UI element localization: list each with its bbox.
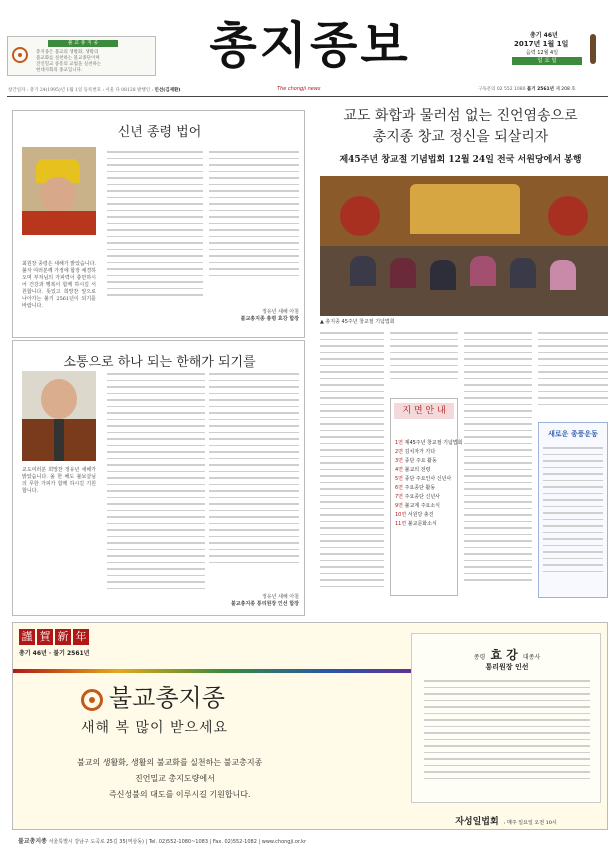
- main-body-column-3: [464, 332, 532, 602]
- page-guide-title: 지 면 안 내: [394, 403, 454, 419]
- page-guide-item[interactable]: [395, 448, 457, 457]
- director-photo-caption: 교도여러분 희망찬 정유년 새해가 밝았습니다. 올 한 해도 불보살님의 무한 가피가 함께 하시길 기원합니다.: [22, 467, 96, 494]
- masthead-left-line-1: 총지종은 불교의 생활화, 생활의: [36, 50, 99, 55]
- page-guide-label: 서원당 총진: [407, 512, 434, 518]
- ad-footer-note-title: 자성일법회: [455, 817, 499, 827]
- page-guide-page: 9면: [395, 503, 405, 509]
- bottom-footer: [18, 836, 306, 845]
- new-movement-text: [543, 447, 603, 577]
- ad-director: 통리원장 인선: [485, 662, 529, 671]
- new-movement-box: [538, 422, 608, 598]
- ad-body-line-3: 즉신성불의 대도를 이루시길 기원합니다.: [109, 790, 251, 799]
- sermon-body-column-2: [209, 151, 299, 301]
- ad-staff-list: [424, 680, 590, 784]
- ad-leader-name: 효 강: [490, 648, 518, 662]
- page-guide-label: 종단 주요인사 신년사: [404, 476, 452, 482]
- issue-weekday: 일 요 일: [512, 57, 582, 65]
- main-body-column-4: [538, 332, 608, 418]
- page-guide-item[interactable]: [395, 484, 457, 493]
- dharma-wheel-icon: [12, 47, 28, 63]
- ceremony-photo: [320, 176, 608, 316]
- masthead-left-line-2: 불교화를 실천하는 불교종단이며: [36, 56, 100, 61]
- ad-footer-note-time: : 매주 일요일 오전 10시: [503, 820, 557, 826]
- page-guide-label: 종단 주요 활동: [404, 458, 437, 464]
- ad-leaders-panel: [411, 633, 601, 803]
- page-guide-list: [395, 439, 463, 529]
- page-guide-page: 5면: [395, 476, 405, 482]
- director-closing-signature: 불교총지종 통리원장 인선 합장: [230, 601, 299, 607]
- buddhist-year: 불기 2561년: [526, 87, 555, 92]
- masthead-info-text: 창간일자 : 총기 24(1995)년 1월 1일 등록번호 : 서울 다 08128 발행인 :: [8, 88, 155, 93]
- sermon-photo-caption: 최원장 종령은 새해가 밝았습니다. 불자 여러분께 가정에 합장 예경하오며 부처님의 가피력이 충만하시어 건강과 행복이 함께 하시길 서원합니다. 뜻있고 희망찬 앞으로 나아가는 불기 2561년이 되기를 바랍니다.: [22, 261, 96, 309]
- sermon-author-photo: [22, 147, 96, 235]
- masthead-info-left: [8, 87, 180, 94]
- issue-year: 총기 46년: [530, 32, 558, 39]
- page-guide-page: 11면: [395, 521, 408, 527]
- ad-org-name: 불교총지종: [109, 684, 225, 712]
- ad-badge-char: 新: [55, 629, 71, 645]
- page-guide-item[interactable]: [395, 502, 457, 511]
- page-guide-page: 3면: [395, 458, 405, 464]
- director-closing-date: 정유년 새해 아침: [262, 594, 299, 600]
- page-guide-label: 제45주년 창교절 기념법회: [404, 440, 463, 446]
- page-guide-item[interactable]: [395, 457, 457, 466]
- ad-body-line-1: 불교의 생활화, 생활의 불교화를 실천하는 불교총지종: [77, 758, 263, 767]
- masthead-right-box: [490, 30, 608, 76]
- page-guide-label: 김치자가 가다: [404, 449, 436, 455]
- page-guide-item[interactable]: [395, 475, 457, 484]
- director-photo: [22, 371, 96, 461]
- ad-dharma-wheel-icon: [81, 689, 103, 711]
- masthead-title: 총지종보: [209, 17, 411, 74]
- issue-date: 2017년 1월 1일: [514, 40, 569, 48]
- masthead-left-line-4: 현대사회의 종교입니다.: [36, 68, 83, 73]
- sermon-closing-signature: 불교총지종 총령 효강 합장: [240, 316, 299, 322]
- masthead-left-line-3: 진언밀교 중흥의 교법을 실천하는: [36, 62, 102, 67]
- page-guide-label: 불교의 전령: [404, 467, 431, 473]
- main-subhead: 제45주년 창교절 기념법회 12월 24일 전국 서원당에서 봉행: [339, 155, 582, 165]
- new-movement-title: 새로운 종풍운동: [548, 429, 598, 438]
- ad-greeting: 새해 복 많이 받으세요: [81, 720, 229, 736]
- ad-leader-title: 종령: [473, 654, 486, 661]
- publisher-name: 인선(김재환): [154, 88, 181, 93]
- main-body-column-1: [320, 332, 384, 604]
- sermon-body-column-1: [107, 151, 203, 309]
- director-body-column-1: [107, 373, 205, 603]
- new-year-ad: [12, 622, 608, 830]
- page-guide-page: 1면: [395, 440, 405, 446]
- page-guide-item[interactable]: [395, 439, 463, 448]
- page-guide-label: 주요종단 활동: [404, 485, 436, 491]
- masthead-rule: [7, 96, 608, 97]
- page-guide-label: 주요종단 신년사: [404, 494, 441, 500]
- ad-badge-sub: 총기 46년 · 불기 2561년: [19, 650, 90, 657]
- vajra-icon: [590, 34, 596, 64]
- ad-body-line-2: 진언밀교 총지도량에서: [135, 774, 215, 783]
- page-guide-label: 불교문화소식: [407, 521, 437, 527]
- sermon-closing-date: 정유년 새해 아침: [262, 309, 299, 315]
- ad-color-strip: [13, 669, 433, 673]
- issue-number: 제 208 호: [555, 87, 576, 92]
- bottom-footer-info: 서울특별시 강남구 도곡로 25길 35(역삼동) | Tel. 02)552-1080~1083 | Fax. 02)552-1082 | www.chongji.or.kr: [48, 839, 307, 845]
- issue-lunar-date: 음력 12월 4일: [526, 50, 559, 56]
- ad-badge: [19, 629, 99, 657]
- page-guide-item[interactable]: [395, 466, 457, 475]
- page-guide-item[interactable]: [395, 520, 457, 529]
- masthead-left-box: [7, 36, 156, 76]
- page-guide-page: 4면: [395, 467, 405, 473]
- ad-badge-char: 賀: [37, 629, 53, 645]
- ad-leader-role: 대종사: [522, 654, 541, 661]
- article-title: 소통으로 하나 되는 한해가 되기를: [63, 355, 256, 370]
- main-headline-line-1: 교도 화합과 물러섬 없는 진언염송으로: [343, 108, 578, 124]
- page-guide-label: 불교계 주요소식: [404, 503, 441, 509]
- page-guide-item[interactable]: [395, 493, 457, 502]
- page-guide-page: 10면: [395, 512, 408, 518]
- masthead-info-right: [478, 86, 576, 92]
- masthead-url[interactable]: The chongji news: [277, 86, 321, 92]
- page-guide-page: 7면: [395, 494, 405, 500]
- article-communication: [12, 340, 305, 616]
- page-guide-page: 6면: [395, 485, 405, 491]
- ad-badge-char: 謹: [19, 629, 35, 645]
- main-headline-line-2: 총지종 창교 정신을 되살리자: [372, 129, 549, 145]
- page-guide-page: 2면: [395, 449, 405, 455]
- subscription-phone: 구독문의 02 552 1080: [478, 87, 526, 92]
- ad-badge-char: 年: [73, 629, 89, 645]
- main-body-column-2: [390, 332, 458, 392]
- ceremony-photo-caption: ▲ 총지종 45주년 창교절 기념법회: [320, 319, 395, 325]
- ad-footer-note: [411, 809, 601, 828]
- masthead-left-heading: 불 교 총 지 종: [48, 40, 118, 47]
- page-guide-item[interactable]: [395, 511, 457, 520]
- article-new-year-sermon: [12, 110, 305, 338]
- ad-leader-line: [412, 644, 602, 663]
- bottom-footer-org: 불교총지종: [18, 838, 47, 845]
- article-title: 신년 종령 법어: [117, 125, 202, 140]
- director-body-column-2: [209, 373, 299, 583]
- page-guide-box: [390, 398, 463, 596]
